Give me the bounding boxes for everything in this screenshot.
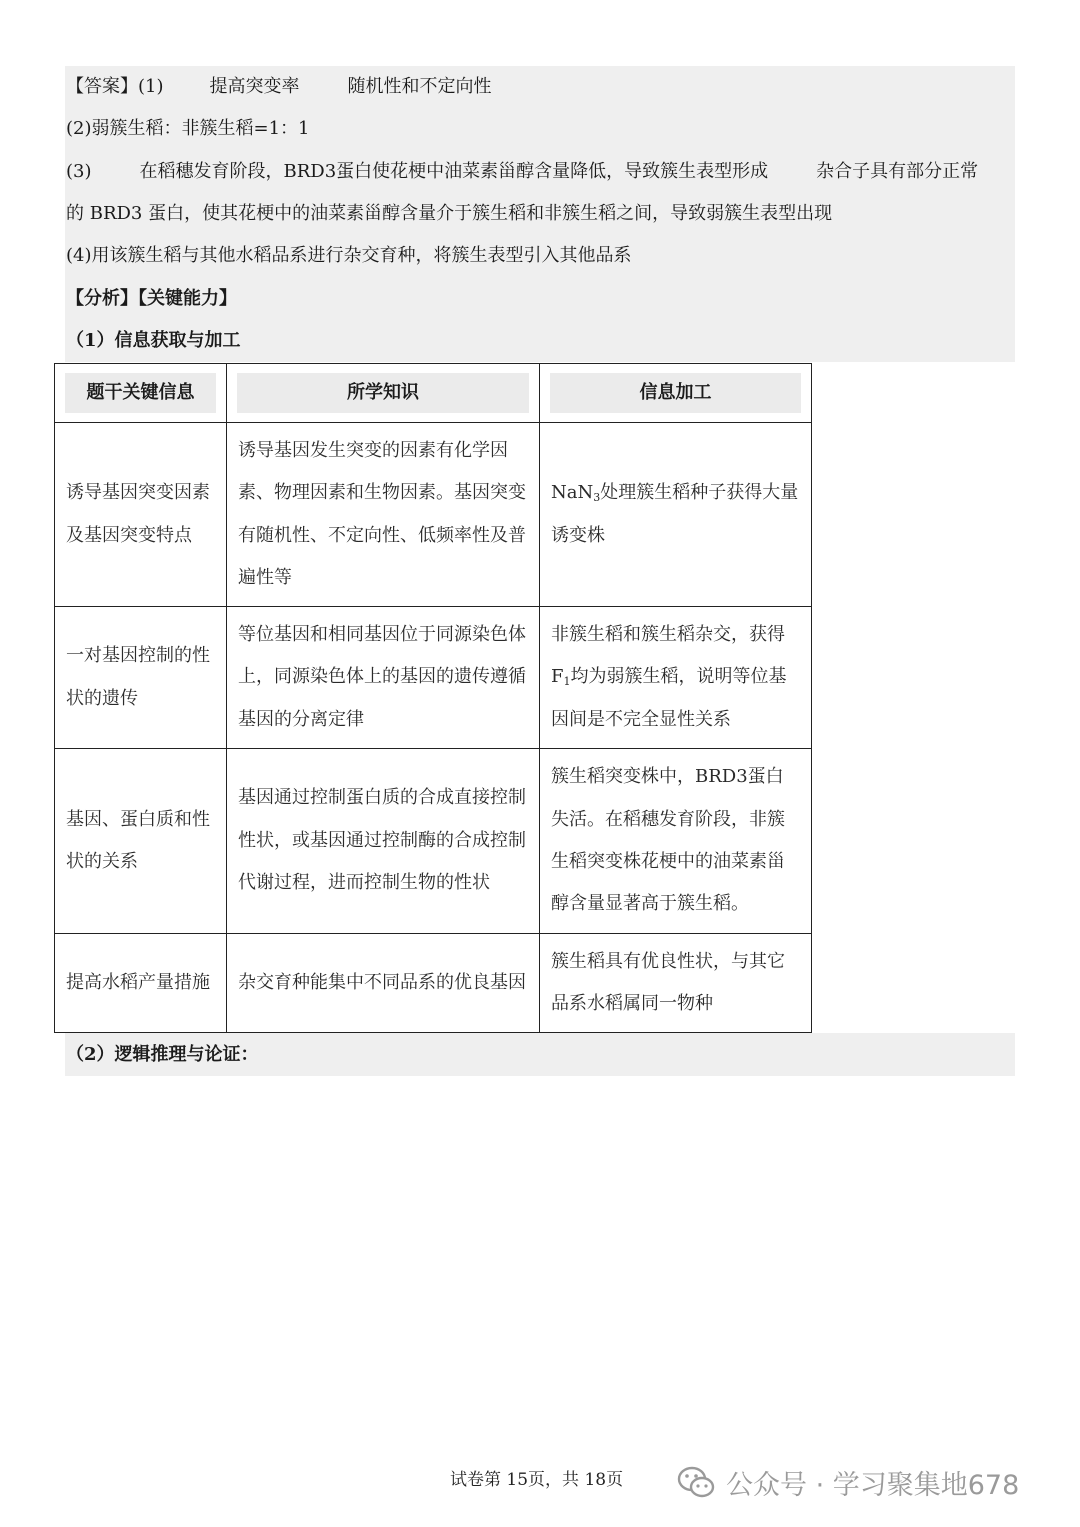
answer-line-4: 的 BRD3 蛋白，使其花梗中的油菜素甾醇含量介于簇生稻和非簇生稻之间，导致弱簇生表型出现 [66, 203, 833, 224]
analysis-heading: 【分析】【关键能力】 [66, 288, 237, 309]
row2-processing-b: 均为弱簇生稻，说明等位基因间是不完全显性关系 [551, 666, 787, 730]
answer-3b: 杂合子具有部分正常 [816, 161, 979, 182]
answer-line-5: (4)用该簇生稻与其他水稻品系进行杂交育种，将簇生表型引入其他品系 [66, 245, 632, 266]
header-key-info: 题干关键信息 [65, 373, 216, 413]
row3-knowledge: 基因通过控制蛋白质的合成直接控制性状，或基因通过控制酶的合成控制代谢过程，进而控制生物的性状 [227, 749, 540, 934]
table-row [55, 607, 812, 749]
row4-key-info: 提高水稻产量措施 [55, 934, 227, 1033]
info-table [54, 363, 812, 1033]
row4-processing: 簇生稻具有优良性状，与其它品系水稻属同一物种 [540, 934, 812, 1033]
row2-processing [540, 607, 812, 749]
answer-1b: 随机性和不定向性 [347, 76, 492, 97]
table-header-row [55, 364, 812, 423]
answer-line-1 [66, 75, 492, 99]
table-row [55, 423, 812, 607]
table-row [55, 749, 812, 934]
subheading-2: （2）逻辑推理与论证： [66, 1044, 259, 1065]
row1-knowledge: 诱导基因发生突变的因素有化学因素、物理因素和生物因素。基因突变有随机性、不定向性、低频率性及普遍性等 [227, 423, 540, 607]
header-processing: 信息加工 [550, 373, 801, 413]
row2-knowledge: 等位基因和相同基因位于同源染色体上，同源染色体上的基因的遗传遵循基因的分离定律 [227, 607, 540, 749]
row4-knowledge: 杂交育种能集中不同品系的优良基因 [227, 934, 540, 1033]
page-footer: 试卷第 15页，共 18页 [450, 1470, 624, 1490]
subheading-1: （1）信息获取与加工 [66, 330, 241, 351]
row2-processing-sub: 1 [563, 675, 571, 689]
watermark [676, 1462, 1019, 1502]
row2-key-info: 一对基因控制的性状的遗传 [55, 607, 227, 749]
row1-key-info: 诱导基因突变因素及基因突变特点 [55, 423, 227, 607]
wechat-icon [676, 1462, 716, 1502]
table-row [55, 934, 812, 1033]
answer-1a: 提高突变率 [209, 76, 300, 97]
row1-processing-sub: 3 [593, 491, 601, 505]
answer-prefix: 【答案】(1) [66, 76, 164, 97]
answer-3a: 在稻穗发育阶段，BRD3蛋白使花梗中油菜素甾醇含量降低，导致簇生表型形成 [139, 161, 769, 182]
header-cell [540, 364, 812, 423]
row3-key-info: 基因、蛋白质和性状的关系 [55, 749, 227, 934]
header-cell [55, 364, 227, 423]
answer-3-prefix: (3) [66, 161, 92, 182]
row2-processing-a: 非簇生稻和簇生稻杂交，获得F [551, 623, 785, 688]
row1-processing [540, 423, 812, 607]
answer-line-2: (2)弱簇生稻：非簇生稻=1：1 [66, 118, 310, 139]
header-knowledge: 所学知识 [237, 373, 529, 413]
row1-processing-a: NaN [551, 482, 594, 504]
watermark-text: 公众号 · 学习聚集地678 [726, 1469, 1020, 1501]
row1-processing-b: 处理簇生稻种子获得大量诱变株 [551, 482, 799, 546]
row3-processing: 簇生稻突变株中，BRD3蛋白失活。在稻穗发育阶段，非簇生稻突变株花梗中的油菜素甾醇含量显著高于簇生稻。 [540, 749, 812, 934]
answer-line-3 [66, 160, 978, 184]
header-cell [227, 364, 540, 423]
